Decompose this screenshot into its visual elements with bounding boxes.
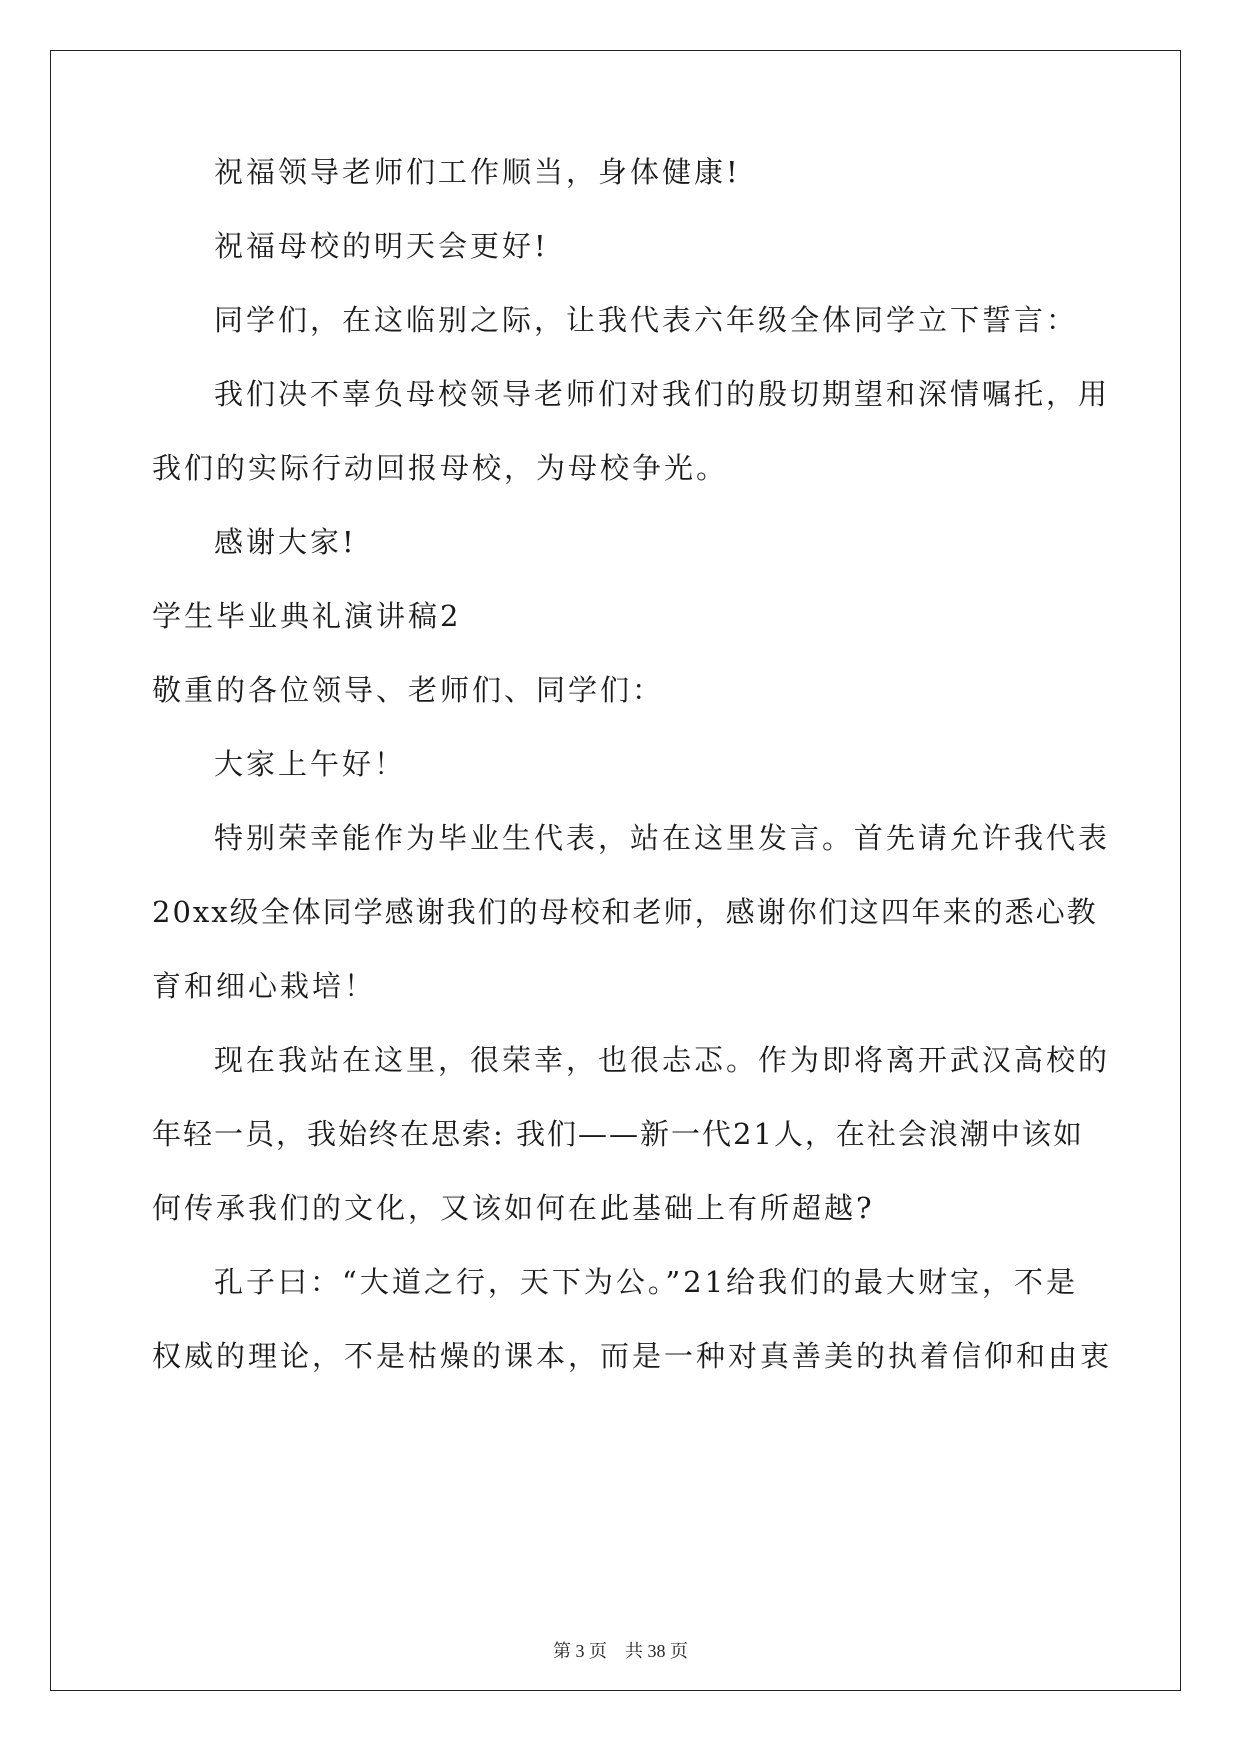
paragraph-line: 权威的理论，不是枯燥的课本，而是一种对真善美的执着信仰和由衷	[152, 1339, 1113, 1373]
paragraph-line: 特别荣幸能作为毕业生代表，站在这里发言。首先请允许我代表	[214, 821, 1111, 855]
paragraph-line: 孔子曰：“大道之行，天下为公。”21给我们的最大财宝，不是	[214, 1265, 1079, 1299]
paragraph-line: 年轻一员，我始终在思索: 我们——新一代21人，在社会浪潮中该如	[152, 1117, 1084, 1151]
section-heading: 学生毕业典礼演讲稿2	[152, 599, 462, 633]
salutation: 敬重的各位领导、老师们、同学们：	[152, 673, 665, 707]
paragraph-line: 我们的实际行动回报母校，为母校争光。	[152, 451, 729, 485]
paragraph-line: 同学们，在这临别之际，让我代表六年级全体同学立下誓言：	[214, 303, 1079, 337]
page-border	[50, 50, 1181, 1691]
paragraph-line: 感谢大家!	[214, 525, 357, 559]
paragraph-line: 20xx级全体同学感谢我们的母校和老师，感谢你们这四年来的悉心教	[152, 895, 1098, 929]
paragraph-line: 我们决不辜负母校领导老师们对我们的殷切期望和深情嘱托，用	[214, 377, 1111, 411]
paragraph-line: 大家上午好！	[214, 747, 407, 781]
paragraph-line: 现在我站在这里，很荣幸，也很忐忑。作为即将离开武汉高校的	[214, 1043, 1111, 1077]
page-number-footer: 第 3 页 共 38 页	[553, 1641, 688, 1661]
paragraph-line: 育和细心栽培！	[152, 969, 377, 1003]
paragraph-line: 祝福母校的明天会更好!	[214, 229, 549, 263]
paragraph-line: 何传承我们的文化，又该如何在此基础上有所超越?	[152, 1191, 875, 1225]
paragraph-line: 祝福领导老师们工作顺当，身体健康!	[214, 155, 741, 189]
